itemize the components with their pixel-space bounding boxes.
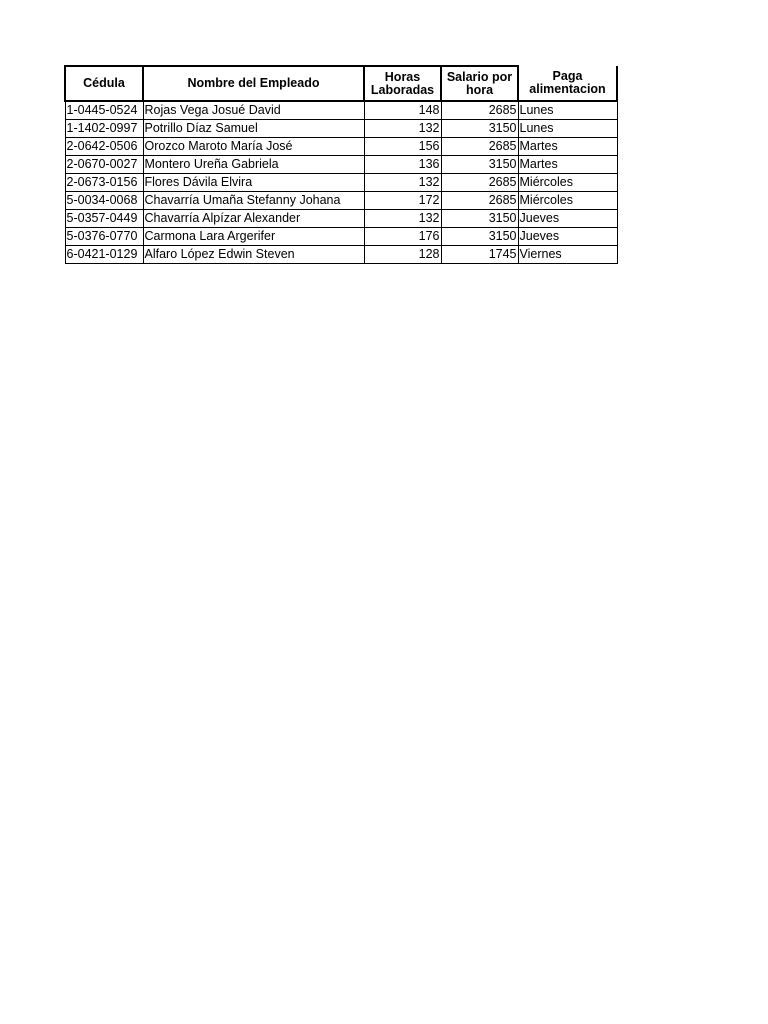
cell-horas: 156 xyxy=(364,138,441,156)
cell-cedula: 5-0357-0449 xyxy=(65,210,143,228)
cell-paga: Martes xyxy=(518,138,617,156)
cell-paga: Lunes xyxy=(518,120,617,138)
table-row xyxy=(65,101,617,120)
header-row xyxy=(65,66,617,101)
cell-salario: 2685 xyxy=(441,192,518,210)
cell-paga: Miércoles xyxy=(518,174,617,192)
cell-nombre: Chavarría Alpízar Alexander xyxy=(143,210,364,228)
table-row xyxy=(65,210,617,228)
table-header xyxy=(65,66,617,101)
employee-sheet xyxy=(64,65,616,264)
cell-paga: Jueves xyxy=(518,228,617,246)
cell-nombre: Rojas Vega Josué David xyxy=(143,101,364,120)
cell-cedula: 5-0034-0068 xyxy=(65,192,143,210)
cell-salario: 2685 xyxy=(441,174,518,192)
cell-paga: Jueves xyxy=(518,210,617,228)
cell-paga: Lunes xyxy=(518,101,617,120)
cell-cedula: 2-0670-0027 xyxy=(65,156,143,174)
cell-cedula: 5-0376-0770 xyxy=(65,228,143,246)
cell-cedula: 6-0421-0129 xyxy=(65,246,143,264)
cell-nombre: Chavarría Umaña Stefanny Johana xyxy=(143,192,364,210)
cell-horas: 132 xyxy=(364,120,441,138)
cell-nombre: Alfaro López Edwin Steven xyxy=(143,246,364,264)
cell-horas: 132 xyxy=(364,210,441,228)
table-row xyxy=(65,120,617,138)
table-row xyxy=(65,156,617,174)
cell-salario: 3150 xyxy=(441,210,518,228)
table-row xyxy=(65,228,617,246)
cell-salario: 3150 xyxy=(441,228,518,246)
cell-horas: 172 xyxy=(364,192,441,210)
cell-salario: 2685 xyxy=(441,101,518,120)
cell-cedula: 2-0642-0506 xyxy=(65,138,143,156)
cell-nombre: Flores Dávila Elvira xyxy=(143,174,364,192)
header-paga-alimentacion: Paga alimentacion xyxy=(518,66,617,101)
cell-nombre: Carmona Lara Argerifer xyxy=(143,228,364,246)
header-horas-laboradas: Horas Laboradas xyxy=(364,66,441,101)
table-body xyxy=(65,101,617,264)
cell-nombre: Potrillo Díaz Samuel xyxy=(143,120,364,138)
cell-paga: Miércoles xyxy=(518,192,617,210)
header-salario-por-hora: Salario por hora xyxy=(441,66,518,101)
cell-horas: 148 xyxy=(364,101,441,120)
cell-salario: 3150 xyxy=(441,156,518,174)
table-row xyxy=(65,246,617,264)
header-cedula: Cédula xyxy=(65,66,143,101)
cell-paga: Martes xyxy=(518,156,617,174)
cell-cedula: 2-0673-0156 xyxy=(65,174,143,192)
cell-nombre: Orozco Maroto María José xyxy=(143,138,364,156)
employee-table xyxy=(64,65,618,264)
cell-nombre: Montero Ureña Gabriela xyxy=(143,156,364,174)
cell-cedula: 1-1402-0997 xyxy=(65,120,143,138)
table-row xyxy=(65,138,617,156)
cell-cedula: 1-0445-0524 xyxy=(65,101,143,120)
cell-horas: 176 xyxy=(364,228,441,246)
cell-salario: 3150 xyxy=(441,120,518,138)
cell-horas: 132 xyxy=(364,174,441,192)
cell-salario: 2685 xyxy=(441,138,518,156)
table-row xyxy=(65,174,617,192)
header-nombre-empleado: Nombre del Empleado xyxy=(143,66,364,101)
cell-horas: 136 xyxy=(364,156,441,174)
cell-salario: 1745 xyxy=(441,246,518,264)
cell-paga: Viernes xyxy=(518,246,617,264)
cell-horas: 128 xyxy=(364,246,441,264)
table-row xyxy=(65,192,617,210)
